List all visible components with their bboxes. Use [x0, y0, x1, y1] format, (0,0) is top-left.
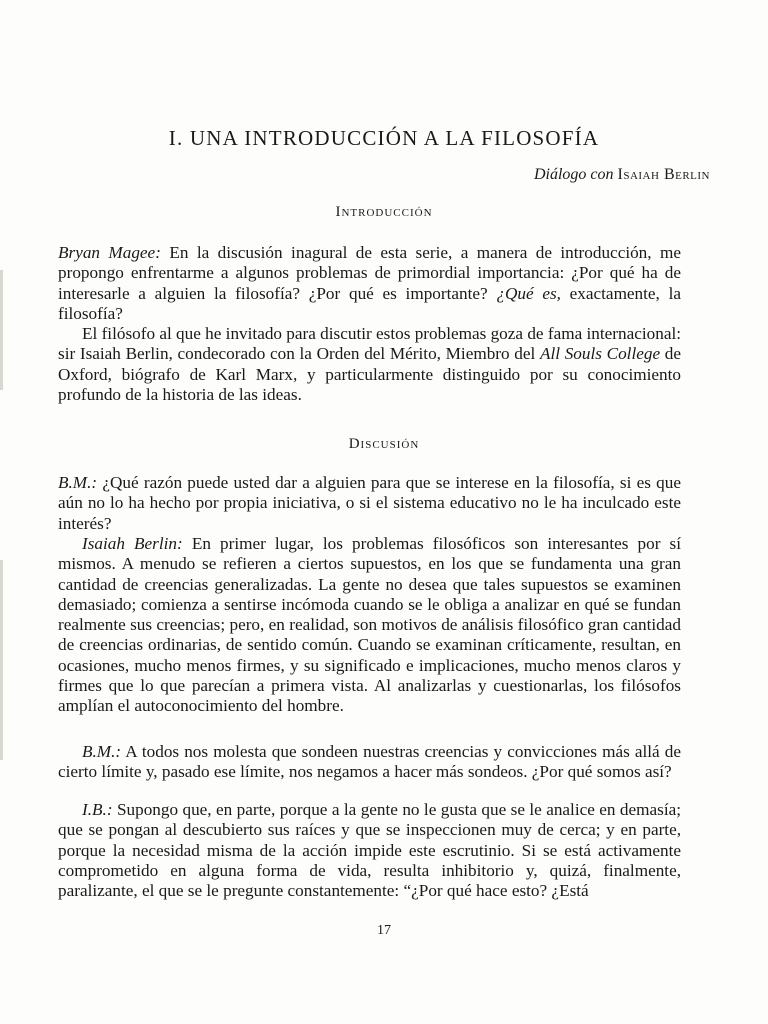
- paragraph-italic: ¿Qué es,: [496, 283, 561, 303]
- paragraph-text: ¿Qué razón puede usted dar a alguien para que se interese en la filosofía, si es que aún no lo ha hecho por propia iniciativa, o si el sistema educativo no le ha inculcado este interés?: [58, 473, 681, 533]
- paragraph-text: Supongo que, en parte, porque a la gente no le gusta que se le analice en demasía; que se pongan al descubierto sus raíces y que se inspeccionen muy de cerca; y en parte, porque la necesidad misma de la acción impide este escrutinio. Si se está activamente comprometido en alguna forma de vida, resulta inhibitorio y, quizá, finalmente, paralizante, el que se le pregunte constantemente: “¿Por qué hace esto? ¿Está: [58, 800, 681, 901]
- speaker-label: Bryan Magee:: [58, 243, 161, 262]
- speaker-label: I.B.:: [82, 800, 113, 819]
- subtitle-name: Isaiah Berlin: [617, 166, 710, 183]
- discussion-paragraph-3: [58, 742, 681, 783]
- paragraph-text: de Oxford, biógrafo de Karl Marx, y particularmente distinguido por su conocimiento profundo de la historia de las ideas.: [58, 344, 681, 404]
- intro-paragraph-1: [58, 243, 681, 324]
- discussion-paragraph-4: [58, 800, 681, 901]
- paragraph-text: exactamente, la filosofía?: [58, 283, 681, 323]
- paragraph-text: A todos nos molesta que sondeen nuestras creencias y convicciones más allá de cierto límite y, pasado ese límite, nos negamos a hacer más sondeos. ¿Por qué somos así?: [58, 742, 681, 782]
- paragraph-text: En la discusión inagural de esta serie, a manera de introducción, me propongo enfrentarme a algunos problemas de primordial importancia: ¿Por qué ha de interesarle a alguien la filosofía? ¿Por qué es importante?: [58, 243, 681, 303]
- speaker-label: B.M.:: [58, 473, 98, 492]
- discussion-paragraph-2: [58, 534, 681, 717]
- speaker-label: Isaiah Berlin:: [82, 534, 183, 553]
- intro-paragraph-2: [58, 324, 681, 405]
- chapter-subtitle: [534, 166, 710, 184]
- paragraph-text: El filósofo al que he invitado para discutir estos problemas goza de fama internacional: sir Isaiah Berlin, condecorado con la Orden del Mérito, Miembro del: [58, 324, 681, 364]
- page-edge-shadow: [0, 560, 3, 760]
- paragraph-text: En primer lugar, los problemas filosóficos son interesantes por sí mismos. A menudo se refieren a ciertos supuestos, en los que se fundamenta una gran cantidad de creencias generalizadas. La gente no desea que tales supuestos se examinen demasiado; comienza a sentirse incómoda cuando se le obliga a analizar en qué se fundan realmente sus creencias; pero, en realidad, son motivos de análisis filosófico gran cantidad de creencias ordinarias, de sentido común. Cuando se examinan críticamente, resultan, en ocasiones, mucho menos firmes, y su significado e implicaciones, mucho menos claros y firmes que lo que parecían a primera vista. Al analizarlas y cuestionarlas, los filósofos amplían el autoconocimiento del hombre.: [58, 534, 681, 716]
- page-number: 17: [377, 923, 391, 938]
- paragraph-italic: All Souls College: [539, 344, 661, 364]
- subtitle-prefix: Diálogo con: [533, 166, 614, 183]
- chapter-title: I. UNA INTRODUCCIÓN A LA FILOSOFÍA: [168, 126, 600, 150]
- speaker-label: B.M.:: [82, 742, 122, 761]
- page-edge-shadow: [0, 270, 3, 390]
- section-heading-introduction: Introducción: [335, 204, 433, 220]
- discussion-paragraph-1: [58, 473, 681, 534]
- section-heading-discussion: Discusión: [348, 436, 420, 452]
